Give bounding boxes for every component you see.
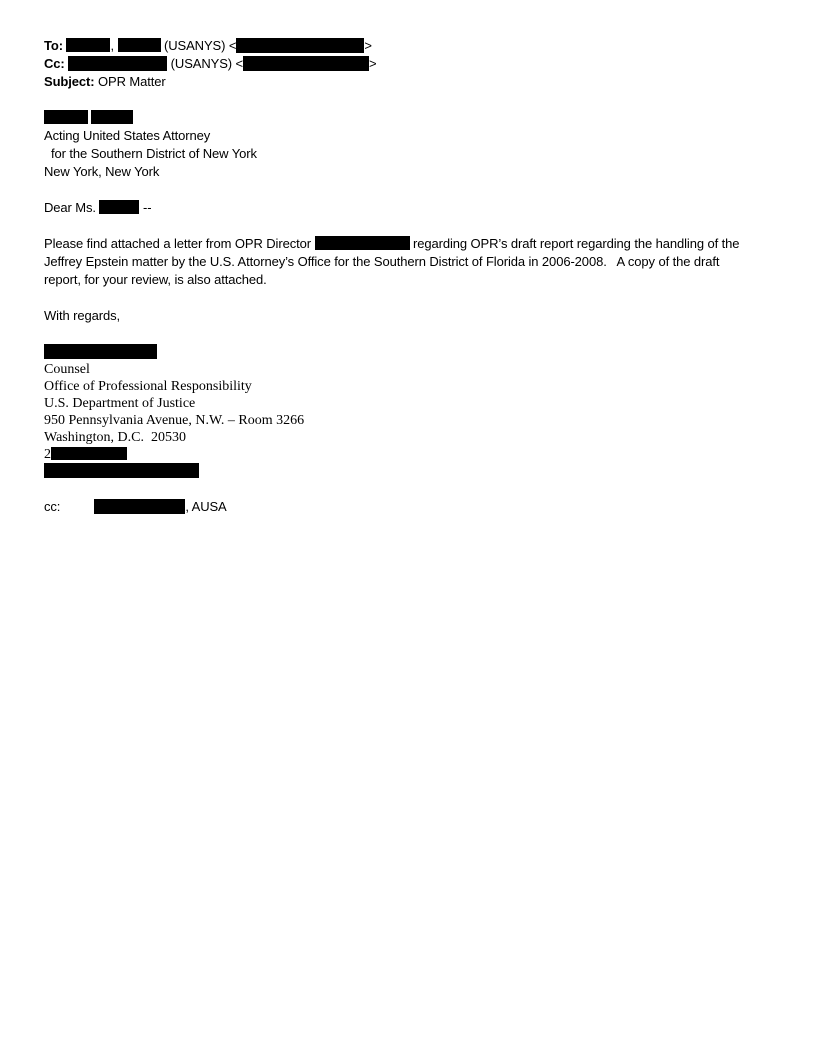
cc-line	[44, 55, 786, 73]
subject-value: OPR Matter	[94, 74, 166, 89]
blank-line	[44, 217, 786, 235]
salutation-suffix: --	[139, 200, 152, 215]
cc-close-bracket: >	[369, 56, 377, 71]
recipient-name-line	[44, 109, 786, 127]
to-close-bracket: >	[364, 38, 372, 53]
body-paragraph-line-2: Jeffrey Epstein matter by the U.S. Attorney’s Office for the Southern District of Florida in 2006-2008. A copy of the draft	[44, 254, 720, 269]
redaction-signer-name-1	[44, 110, 88, 124]
salutation-prefix: Dear Ms.	[44, 200, 100, 215]
recipient-title-line: Acting United States Attorney	[44, 128, 211, 143]
salutation-line	[44, 199, 786, 217]
signature-department-line: U.S. Department of Justice	[44, 396, 196, 411]
subject-label: Subject:	[44, 74, 95, 89]
redaction-phone-number	[51, 447, 127, 460]
cc-label: Cc:	[44, 56, 69, 71]
signature-phone-line	[44, 446, 786, 463]
closing-line: With regards,	[44, 308, 121, 323]
body-text-before-redaction: Please find attached a letter from OPR Director	[44, 236, 315, 251]
redaction-signer-name-2	[91, 110, 133, 124]
to-usanys-text: (USANYS) <	[160, 38, 237, 53]
phone-visible-digit: 2	[44, 447, 51, 462]
subject-line	[44, 73, 786, 91]
body-paragraph-line-1	[44, 235, 786, 253]
blank-line	[44, 181, 786, 199]
redaction-to-email	[236, 38, 364, 53]
cc-usanys-text: (USANYS) <	[167, 56, 244, 71]
signature-street-line: 950 Pennsylvania Avenue, N.W. – Room 3266	[44, 413, 305, 428]
signature-name-line	[44, 343, 786, 361]
recipient-district-line: for the Southern District of New York	[44, 146, 257, 161]
redaction-signature-name	[44, 344, 157, 359]
to-line	[44, 37, 786, 55]
signature-title-line: Counsel	[44, 362, 90, 377]
cc-footer-line	[44, 498, 786, 516]
email-content	[44, 37, 786, 516]
signature-email-line	[44, 463, 786, 480]
blank-line	[44, 91, 786, 109]
redaction-cc-name	[68, 56, 167, 71]
redaction-to-name-1	[66, 38, 110, 52]
cc-footer-label: cc:	[44, 499, 61, 514]
to-label: To:	[44, 38, 67, 53]
redaction-signature-email	[44, 463, 199, 478]
body-paragraph-line-3: report, for your review, is also attached.	[44, 272, 267, 287]
signature-city-line: Washington, D.C. 20530	[44, 430, 186, 445]
redaction-cc-email	[243, 56, 369, 71]
blank-line	[44, 325, 786, 343]
redaction-to-name-2	[118, 38, 161, 52]
signature-office-line: Office of Professional Responsibility	[44, 379, 252, 394]
blank-line	[44, 289, 786, 307]
cc-footer-suffix: , AUSA	[185, 499, 227, 514]
recipient-city-line: New York, New York	[44, 164, 160, 179]
to-separator: ,	[110, 38, 118, 53]
redaction-opr-director-name	[315, 236, 410, 250]
redaction-salutation-name	[99, 200, 139, 214]
redaction-cc-recipient-name	[94, 499, 185, 514]
blank-line	[44, 480, 786, 498]
body-text-after-redaction: regarding OPR’s draft report regarding the handling of the	[409, 236, 740, 251]
